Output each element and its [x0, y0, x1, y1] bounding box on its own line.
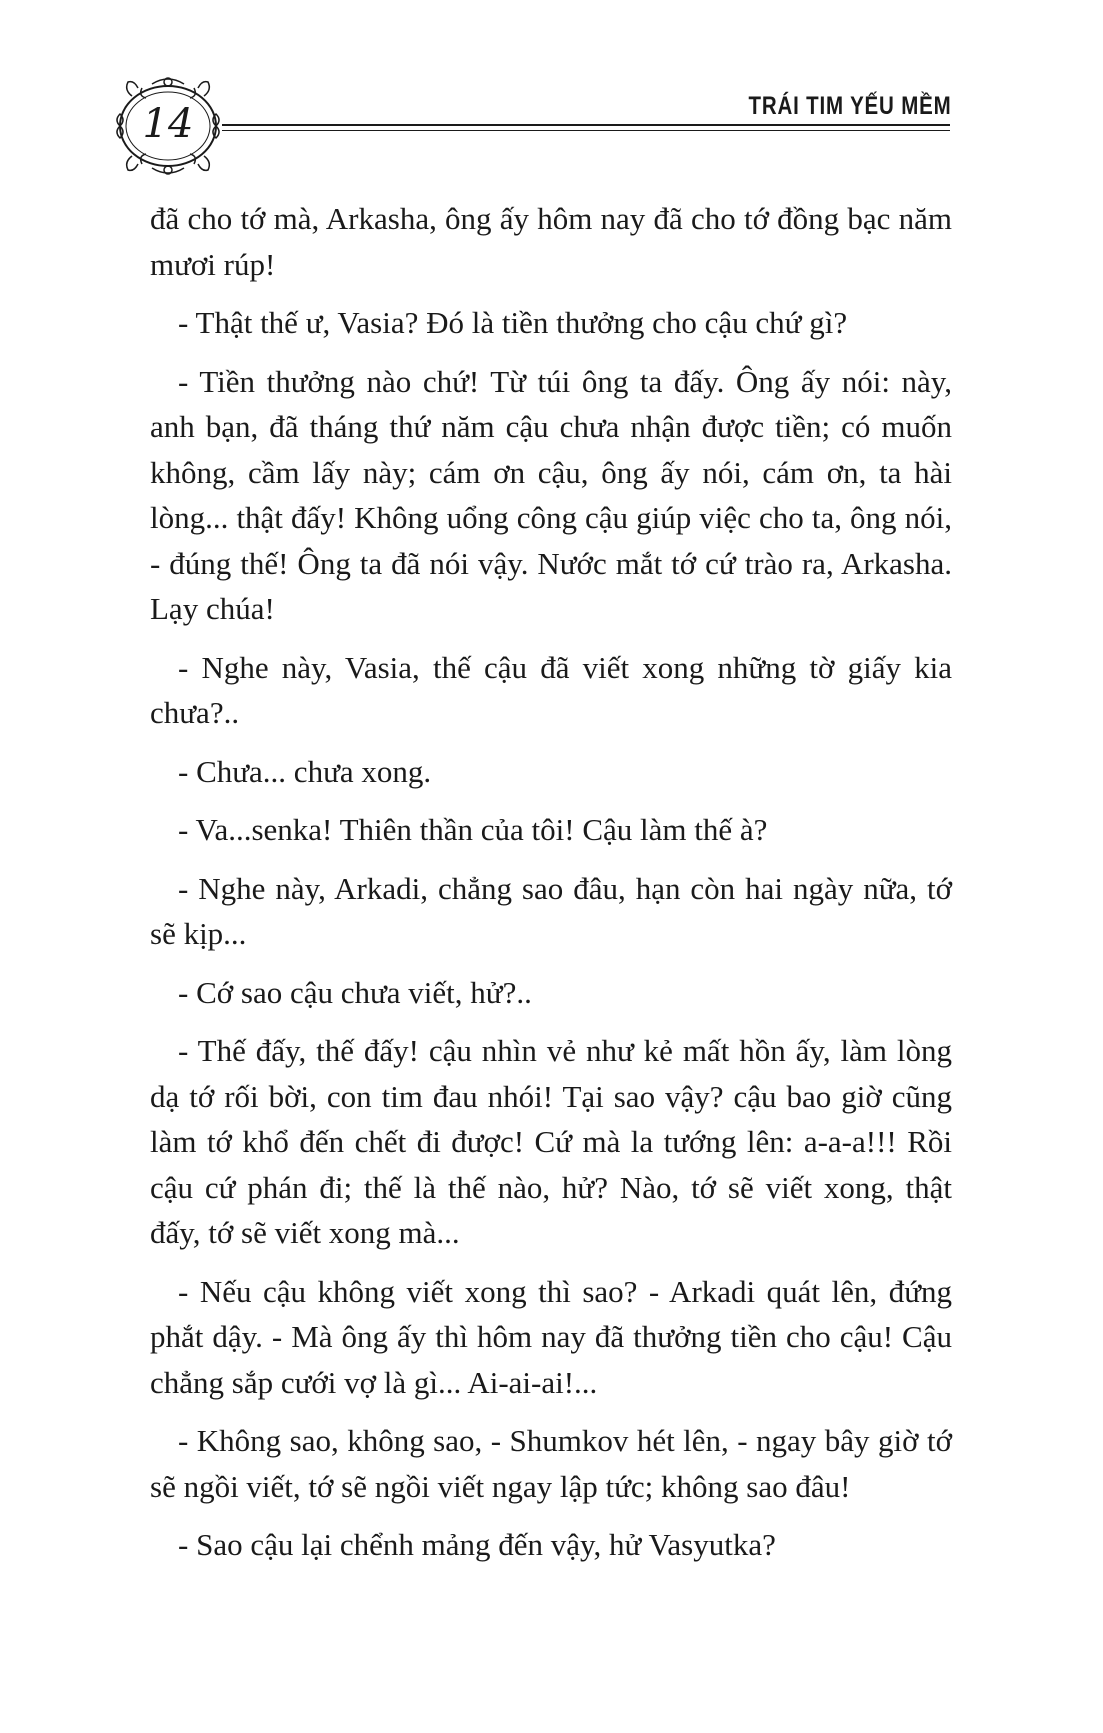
running-title: TRÁI TIM YẾU MỀM [748, 92, 951, 120]
paragraph: - Cớ sao cậu chưa viết, hử?.. [178, 974, 532, 1010]
paragraph: - Chưa... chưa xong. [178, 753, 432, 789]
body-text [150, 196, 952, 1581]
header-rule-thin [222, 130, 950, 131]
paragraph: - Va...senka! Thiên thần của tôi! Cậu làm thế à? [178, 812, 768, 847]
paragraph: - Thế đấy, thế đấy! cậu nhìn vẻ như kẻ mất hồn ấy, làm lòng dạ tớ rối bời, con tim đau nhói! Tại sao vậy? cậu bao giờ cũng làm tớ khổ đến chết đi được! Cứ mà la tướng lên: a-a-a!!! Rồi cậu cứ phán đi; thế là thế nào, hử? Nào, tớ sẽ viết xong, thật đấy, tớ sẽ viết xong mà... [150, 1033, 952, 1250]
paragraph: - Sao cậu lại chểnh mảng đến vậy, hử Vasyutka? [178, 1527, 776, 1562]
page-header [0, 0, 1103, 200]
paragraph: - Thật thế ư, Vasia? Đó là tiền thưởng cho cậu chứ gì? [178, 305, 848, 340]
paragraph: đã cho tớ mà, Arkasha, ông ấy hôm nay đã cho tớ đồng bạc năm mươi rúp! [150, 201, 952, 282]
paragraph: - Không sao, không sao, - Shumkov hét lên, - ngay bây giờ tớ sẽ ngồi viết, tớ sẽ ngồi viết ngay lập tức; không sao đâu! [150, 1423, 952, 1504]
paragraph: - Nghe này, Arkadi, chẳng sao đâu, hạn còn hai ngày nữa, tớ sẽ kịp... [150, 870, 952, 951]
header-rule [222, 124, 950, 126]
paragraph: - Tiền thưởng nào chứ! Từ túi ông ta đấy. Ông ấy nói: này, anh bạn, đã tháng thứ năm cậu chưa nhận được tiền; có muốn không, cầm lấy này; cám ơn cậu, ông ấy nói, cám ơn, ta hài lòng... thật đấy! Không uổng công cậu giúp việc cho ta, ông nói, - đúng thế! Ông ta đã nói vậy. Nước mắt tớ cứ trào ra, Arkasha. Lạy chúa! [150, 363, 952, 626]
paragraph: - Nghe này, Vasia, thế cậu đã viết xong những tờ giấy kia chưa?.. [150, 649, 952, 730]
paragraph: - Nếu cậu không viết xong thì sao? - Arkadi quát lên, đứng phắt dậy. - Mà ông ấy thì hôm nay đã thưởng tiền cho cậu! Cậu chẳng sắp cưới vợ là gì... Ai-ai-ai!... [150, 1273, 952, 1400]
page-number: 14 [142, 101, 194, 147]
